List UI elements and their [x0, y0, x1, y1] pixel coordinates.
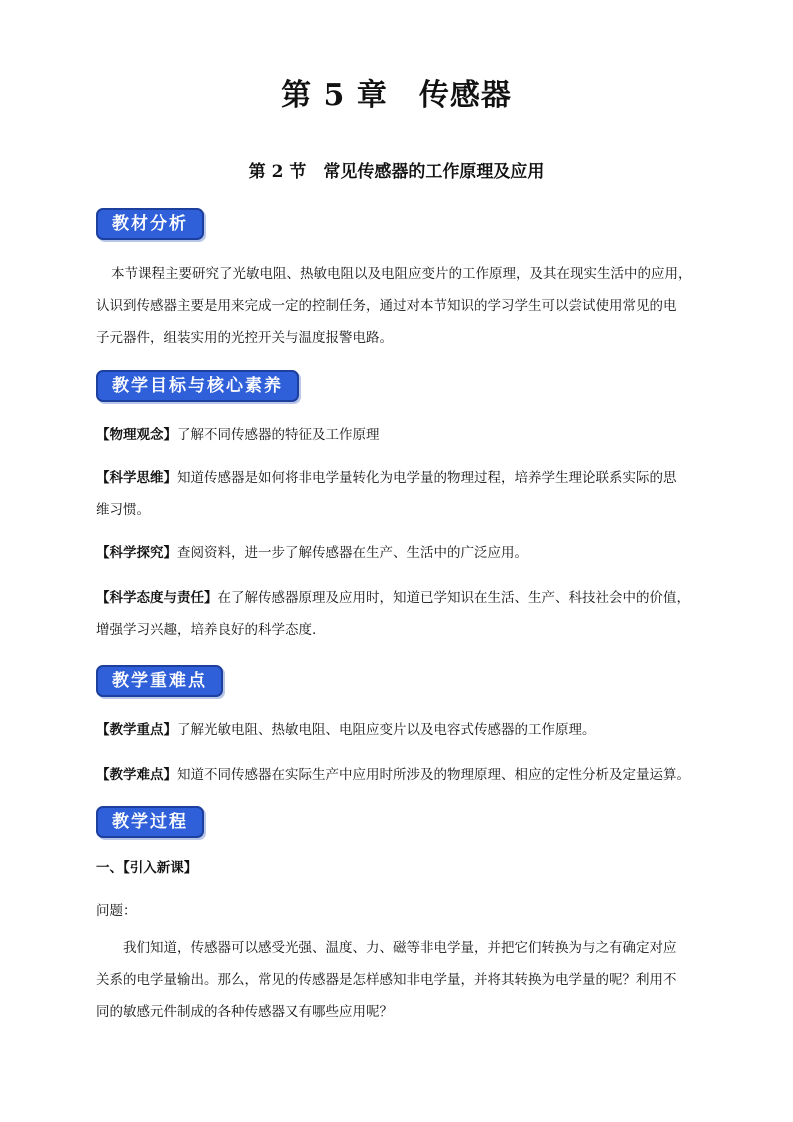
- key-point-label: 【教学重点】: [96, 722, 177, 738]
- key-point-text: 了解光敏电阻、热敏电阻、电阻应变片以及电容式传感器的工作原理。: [177, 722, 596, 738]
- analysis-line: 本节课程主要研究了光敏电阻、热敏电阻以及电阻应变片的工作原理，及其在现实生活中的应用，: [111, 266, 692, 282]
- goal-text: 了解不同传感器的特征及工作原理: [177, 427, 380, 443]
- badge-teaching-process: 教学过程: [96, 806, 204, 838]
- badge-teaching-goals: 教学目标与核心素养: [96, 370, 299, 402]
- question-label-text: 问题：: [96, 903, 137, 919]
- difficult-point-text: 知道不同传感器在实际生产中应用时所涉及的物理原理、相应的定性分析及定量运算。: [177, 767, 690, 783]
- goal-physics-concept: [96, 419, 702, 451]
- goal-scientific-thinking: [96, 462, 702, 526]
- goal-text: 查阅资料，进一步了解传感器在生产、生活中的广泛应用。: [177, 545, 528, 561]
- chapter-title: 第 5 章 传感器: [281, 78, 512, 113]
- difficult-point: [96, 759, 702, 791]
- badge-textbook-analysis: 教材分析: [96, 208, 204, 240]
- goal-label: 【科学探究】: [96, 545, 177, 561]
- analysis-paragraph: [96, 258, 702, 354]
- process-heading-text: 一、【引入新课】: [96, 860, 198, 876]
- question-line: 我们知道，传感器可以感受光强、温度、力、磁等非电学量，并把它们转换为与之有确定对应: [123, 940, 677, 956]
- key-point: [96, 714, 702, 746]
- badge-key-difficult-points: 教学重难点: [96, 665, 223, 697]
- analysis-line: 子元器件，组装实用的光控开关与温度报警电路。: [96, 330, 393, 346]
- goal-label: 【科学态度与责任】: [96, 590, 218, 606]
- goal-text: 在了解传感器原理及应用时，知道已学知识在生活、生产、科技社会中的价值，: [217, 590, 690, 606]
- goal-attitude-responsibility: [96, 582, 702, 646]
- goal-label: 【科学思维】: [96, 470, 177, 486]
- question-line: 同的敏感元件制成的各种传感器又有哪些应用呢？: [96, 1004, 393, 1020]
- goal-text: 增强学习兴趣，培养良好的科学态度.: [96, 622, 317, 638]
- goal-scientific-inquiry: [96, 537, 702, 569]
- section-title: 第 2 节 常见传感器的工作原理及应用: [248, 162, 545, 182]
- analysis-line: 认识到传感器主要是用来完成一定的控制任务，通过对本节知识的学习学生可以尝试使用常见的电: [96, 298, 677, 314]
- question-paragraph: [96, 932, 702, 1028]
- goal-text: 维习惯。: [96, 502, 150, 518]
- difficult-point-label: 【教学难点】: [96, 767, 177, 783]
- process-heading: [96, 852, 702, 884]
- question-line: 关系的电学量输出。那么，常见的传感器是怎样感知非电学量，并将其转换为电学量的呢？利用不: [96, 972, 677, 988]
- goal-label: 【物理观念】: [96, 427, 177, 443]
- goal-text: 知道传感器是如何将非电学量转化为电学量的物理过程，培养学生理论联系实际的思: [177, 470, 677, 486]
- question-label: [96, 895, 702, 927]
